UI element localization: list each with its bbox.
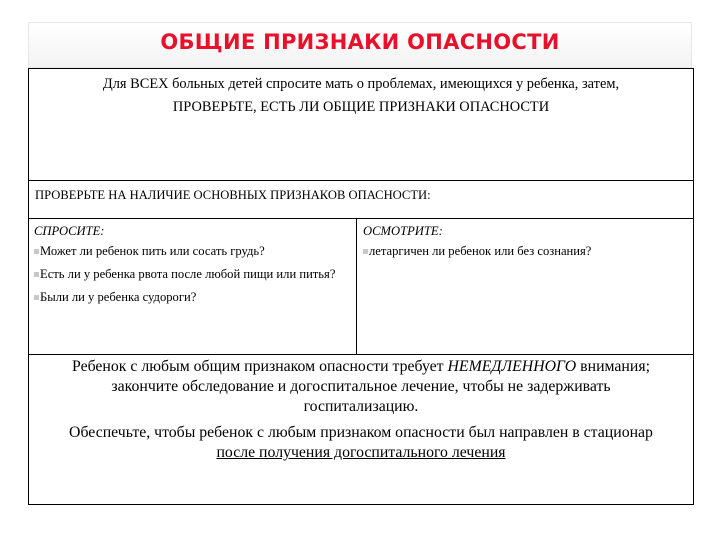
ask-look-row — [29, 219, 693, 355]
footer-paragraph-1 — [59, 357, 663, 417]
bullet-icon — [34, 249, 39, 254]
ask-cell — [29, 219, 357, 354]
bullet-icon — [363, 249, 368, 254]
ask-item — [34, 243, 352, 260]
danger-signs-table — [28, 68, 694, 505]
look-cell — [357, 219, 693, 354]
footer-p2-pre: Обеспечьте, чтобы ребенок с любым признаком опасности был направлен в стационар — [69, 424, 653, 441]
footer-text — [29, 355, 693, 463]
intro-line-2: ПРОВЕРЬТЕ, ЕСТЬ ЛИ ОБЩИЕ ПРИЗНАКИ ОПАСНОСТИ — [172, 99, 550, 115]
footer-row — [29, 355, 693, 506]
footer-p1-post: внимания; закончите обследование и догоспитальное лечение, чтобы не задерживать госпитализацию. — [111, 358, 650, 415]
bullet-icon — [34, 295, 39, 300]
footer-paragraph-2 — [59, 423, 663, 463]
footer-p2-underline: после получения догоспитального лечения — [216, 444, 506, 461]
intro-row — [29, 69, 693, 181]
check-header-row — [29, 181, 693, 219]
ask-item-text: Есть ли у ребенка рвота после любой пищи или питья? — [40, 267, 336, 281]
intro-text — [29, 69, 693, 123]
bullet-icon — [34, 272, 39, 277]
ask-item — [34, 266, 352, 283]
look-item-text: летаргичен ли ребенок или без сознания? — [369, 244, 592, 258]
intro-line-1: Для ВСЕХ больных детей спросите мать о проблемах, имеющихся у ребенка, затем, — [102, 76, 620, 92]
ask-item — [34, 289, 352, 306]
page-title: ОБЩИЕ ПРИЗНАКИ ОПАСНОСТИ — [160, 30, 560, 54]
ask-item-text: Может ли ребенок пить или сосать грудь? — [40, 244, 265, 258]
check-header: ПРОВЕРЬТЕ НА НАЛИЧИЕ ОСНОВНЫХ ПРИЗНАКОВ ОПАСНОСТИ: — [35, 188, 431, 202]
ask-header: СПРОСИТЕ: — [34, 224, 105, 238]
look-header: ОСМОТРИТЕ: — [363, 224, 443, 238]
footer-p1-pre: Ребенок с любым общим признаком опасности требует — [72, 358, 448, 375]
ask-item-text: Были ли у ребенка судороги? — [40, 290, 197, 304]
footer-p1-emphasis: НЕМЕДЛЕННОГО — [447, 358, 577, 375]
look-item — [363, 243, 689, 260]
